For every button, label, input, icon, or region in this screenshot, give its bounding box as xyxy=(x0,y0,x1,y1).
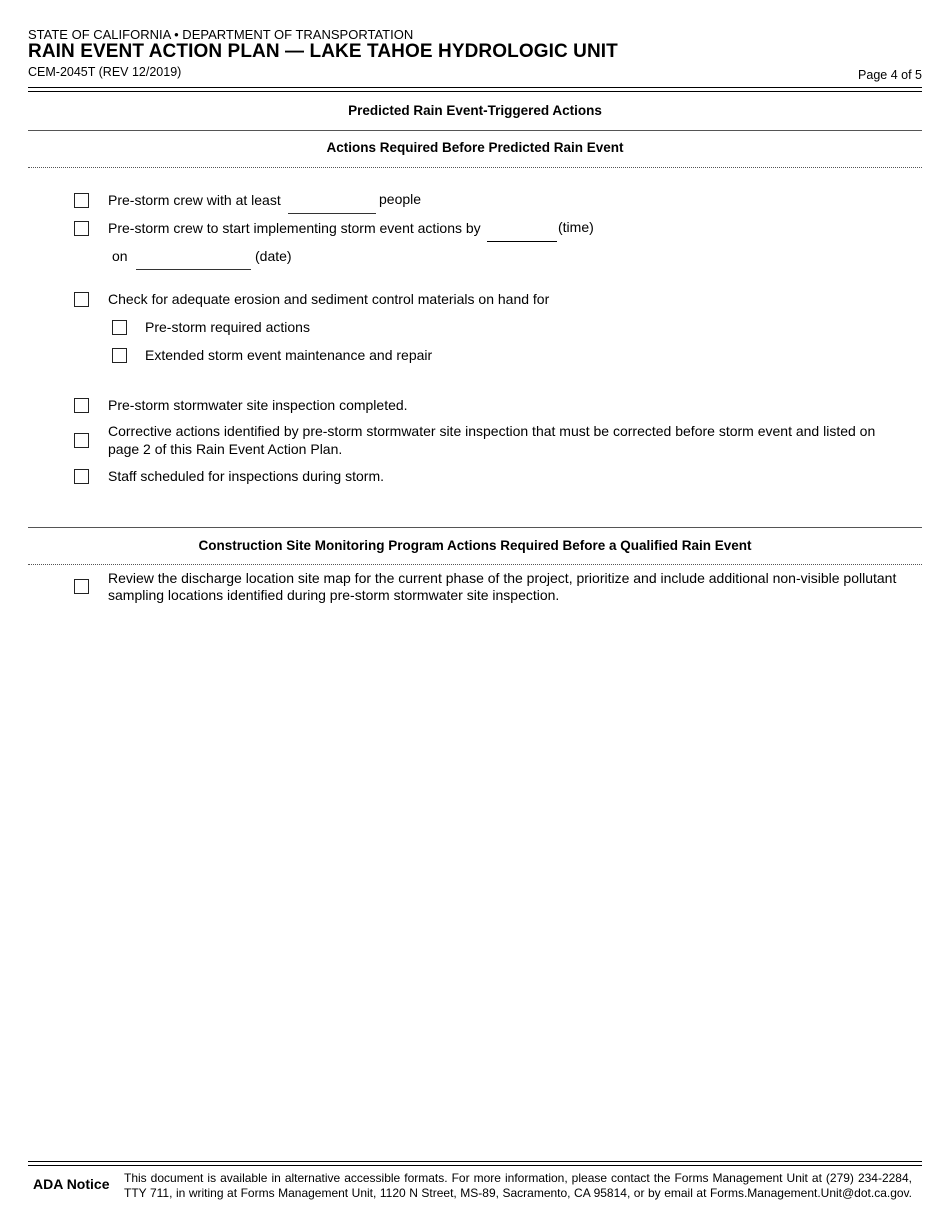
materials-prestorm-checkbox[interactable] xyxy=(112,320,127,335)
corrective-actions-label-line2: page 2 of this Rain Event Action Plan. xyxy=(108,441,343,457)
footer-rule-bottom xyxy=(28,1165,922,1166)
form-title: RAIN EVENT ACTION PLAN — LAKE TAHOE HYDROLOGIC UNIT xyxy=(28,41,618,62)
section-divider xyxy=(28,130,922,131)
materials-prestorm-label: Pre-storm required actions xyxy=(145,319,310,335)
page-indicator: Page 4 of 5 xyxy=(858,68,922,82)
review-map-checkbox[interactable] xyxy=(74,579,89,594)
monitoring-heading-divider xyxy=(28,564,922,565)
start-time-suffix: (time) xyxy=(558,219,594,235)
start-date-input[interactable] xyxy=(138,252,249,268)
staff-scheduled-checkbox[interactable] xyxy=(74,469,89,484)
materials-check-label: Check for adequate erosion and sediment control materials on hand for xyxy=(108,291,550,307)
start-date-field-line xyxy=(136,269,251,270)
monitoring-section-divider xyxy=(28,527,922,528)
review-map-label-line1: Review the discharge location site map for the current phase of the project, prioritize and include additional non-visible pollutant xyxy=(108,570,897,586)
corrective-actions-label-line1: Corrective actions identified by pre-storm stormwater site inspection that must be corrected before storm event and listed on xyxy=(108,423,876,439)
section-heading-monitoring: Construction Site Monitoring Program Actions Required Before a Qualified Rain Event xyxy=(198,538,752,553)
agency-line: STATE OF CALIFORNIA • DEPARTMENT OF TRANSPORTATION xyxy=(28,27,414,42)
inspection-completed-label: Pre-storm stormwater site inspection completed. xyxy=(108,397,408,413)
corrective-actions-checkbox[interactable] xyxy=(74,433,89,448)
crew-start-checkbox[interactable] xyxy=(74,221,89,236)
start-date-suffix: (date) xyxy=(255,248,292,264)
inspection-completed-checkbox[interactable] xyxy=(74,398,89,413)
footer-rule-top xyxy=(28,1161,922,1162)
start-time-field-line xyxy=(487,241,557,242)
review-map-label-line2: sampling locations identified during pre-storm stormwater site inspection. xyxy=(108,587,560,603)
crew-start-label: Pre-storm crew to start implementing storm event actions by xyxy=(108,220,481,236)
form-number: CEM-2045T (REV 12/2019) xyxy=(28,65,182,79)
staff-scheduled-label: Staff scheduled for inspections during storm. xyxy=(108,468,385,484)
crew-size-label: Pre-storm crew with at least xyxy=(108,192,281,208)
subsection-heading-before-rain: Actions Required Before Predicted Rain Event xyxy=(326,140,624,155)
start-date-on-label: on xyxy=(112,248,128,264)
header-rule-bottom xyxy=(28,91,922,92)
materials-extended-checkbox[interactable] xyxy=(112,348,127,363)
subsection-divider xyxy=(28,167,922,168)
crew-size-suffix: people xyxy=(379,191,422,207)
section-heading-predicted: Predicted Rain Event-Triggered Actions xyxy=(348,103,602,118)
materials-check-checkbox[interactable] xyxy=(74,292,89,307)
ada-notice-label: ADA Notice xyxy=(33,1176,110,1192)
crew-size-field-line xyxy=(288,213,376,214)
start-time-input[interactable] xyxy=(489,224,555,240)
materials-extended-label: Extended storm event maintenance and repair xyxy=(145,347,433,363)
ada-notice-text: This document is available in alternative accessible formats. For more information, please contact the Forms Management Unit at (279) 234-2284, TTY 711, in writing at Forms Management Unit, 1120 N Street, MS-89, Sacramento, CA 95814, or by email at Forms.Management.Unit@dot.ca.gov. xyxy=(124,1171,912,1200)
crew-size-input[interactable] xyxy=(290,196,374,212)
header-rule-top xyxy=(28,87,922,88)
crew-size-checkbox[interactable] xyxy=(74,193,89,208)
